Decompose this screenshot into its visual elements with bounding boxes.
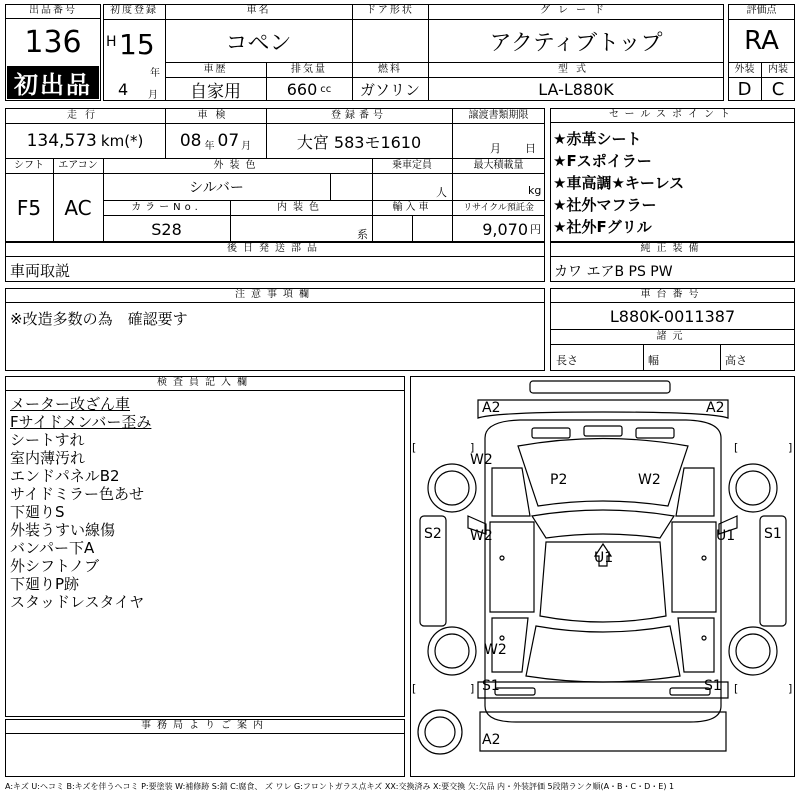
inspector-line: 外シフトノブ bbox=[10, 557, 100, 575]
chassis-header: 車台番号 bbox=[550, 288, 795, 303]
color-no-value: S28 bbox=[151, 219, 182, 239]
import-header: 輸入車 bbox=[392, 202, 432, 213]
inspector-line: サイドミラー色あせ bbox=[10, 485, 144, 503]
sales-point-item: ★車高調★キーレス bbox=[553, 174, 685, 192]
bracket: ] bbox=[788, 441, 793, 454]
inspector-lines bbox=[10, 395, 400, 611]
specs-header: 諸元 bbox=[550, 330, 795, 345]
inspector-line: 外装うすい線傷 bbox=[10, 521, 116, 539]
inspector-line: バンパー下A bbox=[10, 539, 95, 557]
inspector-line: 下廻りP跡 bbox=[10, 575, 80, 593]
notes-value: ※改造多数の為 確認要す bbox=[10, 310, 188, 328]
standard-equipment-value: カワ エアB PS PW bbox=[554, 264, 673, 280]
door-value bbox=[352, 20, 428, 62]
capacity-header: 乗車定員 bbox=[392, 160, 432, 171]
notes-header: 注意事項欄 bbox=[5, 288, 545, 303]
damage-mark: W2 bbox=[470, 452, 493, 468]
mileage-number: 134,573 bbox=[26, 131, 97, 151]
displacement-unit: cc bbox=[320, 84, 332, 95]
int-score: C bbox=[771, 79, 785, 100]
inspector-line: 下廻りS bbox=[10, 503, 65, 521]
mileage-header: 走行 bbox=[67, 110, 103, 121]
max-load-unit: kg bbox=[528, 184, 542, 197]
model-header: 型式 bbox=[558, 64, 594, 75]
standard-equipment-header: 純正装備 bbox=[550, 242, 795, 257]
inspector-line: Fサイドメンバー歪み bbox=[10, 413, 152, 431]
max-load-header: 最大積載量 bbox=[473, 160, 524, 171]
chassis-value: L880K-0011387 bbox=[609, 306, 736, 326]
shift-value: F5 bbox=[16, 196, 42, 220]
transfer-day-unit: 日 bbox=[525, 142, 536, 155]
int-color-header: 内装色 bbox=[277, 202, 325, 213]
spec-length: 長さ bbox=[556, 354, 578, 367]
ext-color-header: 外装色 bbox=[213, 160, 262, 171]
mileage-unit: km(*) bbox=[100, 132, 144, 150]
inspector-line: シートすれ bbox=[10, 431, 85, 449]
bracket: ] bbox=[470, 682, 475, 695]
plate-value: 大宮 583モ1610 bbox=[296, 132, 422, 152]
sales-point-item: ★Fスポイラー bbox=[553, 152, 652, 170]
reg-month-unit: 月 bbox=[148, 90, 158, 101]
car-name: コペン bbox=[225, 30, 292, 56]
inspection-header: 車検 bbox=[197, 110, 234, 121]
spec-width: 幅 bbox=[648, 354, 659, 367]
damage-mark: P2 bbox=[550, 472, 568, 488]
recycle-unit: 円 bbox=[530, 223, 541, 236]
grade-value: アクティブトップ bbox=[489, 30, 663, 56]
int-score-header: 内装 bbox=[768, 64, 788, 75]
sales-point-item: ★社外マフラー bbox=[553, 196, 657, 214]
score-value: RA bbox=[744, 26, 779, 56]
aircon-value: AC bbox=[64, 196, 92, 220]
inspection-month-unit: 月 bbox=[241, 140, 252, 152]
bracket: ] bbox=[470, 441, 475, 454]
reg-month: 4 bbox=[118, 80, 129, 99]
ext-score: D bbox=[737, 79, 752, 100]
reg-header: 初度登録 bbox=[110, 5, 158, 16]
reg-year: 15 bbox=[119, 28, 155, 61]
sales-point-list bbox=[553, 128, 793, 238]
inspection-value bbox=[165, 124, 266, 158]
sales-point-header: セールスポイント bbox=[550, 108, 795, 123]
car-damage-diagram bbox=[410, 376, 795, 777]
shift-header: シフト bbox=[14, 160, 44, 171]
inspector-line: スタッドレスタイヤ bbox=[10, 593, 145, 611]
fuel-value: ガソリン bbox=[359, 81, 420, 99]
damage-mark: A2 bbox=[482, 732, 501, 748]
inspector-line: メーター改ざん車 bbox=[10, 395, 131, 413]
transfer-header: 譲渡書類期限 bbox=[468, 110, 529, 121]
bracket: [ bbox=[734, 682, 739, 695]
history-header: 車歴 bbox=[203, 64, 228, 75]
inspector-line: エンドパネルB2 bbox=[10, 467, 120, 485]
history-value: 自家用 bbox=[190, 82, 241, 102]
int-color-unit: 系 bbox=[357, 228, 368, 241]
displacement-header: 排気量 bbox=[291, 64, 327, 75]
sales-point-item: ★赤革シート bbox=[553, 130, 642, 148]
inspector-line: 室内薄汚れ bbox=[10, 449, 86, 467]
office-header: 事務局よりご案内 bbox=[5, 719, 405, 734]
lot-header: 出品番号 bbox=[5, 4, 101, 19]
damage-mark: A2 bbox=[706, 400, 725, 416]
grade-header: グレード bbox=[540, 5, 612, 16]
color-no-header: カラーNo. bbox=[131, 202, 202, 213]
lot-number: 136 bbox=[24, 24, 82, 60]
reg-year-unit: 年 bbox=[150, 68, 160, 79]
damage-mark: A2 bbox=[482, 400, 501, 416]
damage-mark: U1 bbox=[716, 528, 736, 544]
bracket: [ bbox=[412, 441, 417, 454]
model-value: LA-L880K bbox=[538, 80, 614, 99]
mileage-value bbox=[5, 124, 165, 158]
damage-mark: S1 bbox=[704, 678, 722, 694]
capacity-unit: 人 bbox=[436, 186, 447, 199]
later-parts-header: 後日発送部品 bbox=[5, 242, 545, 257]
damage-mark: S1 bbox=[482, 678, 500, 694]
sales-point-item: ★社外Fグリル bbox=[553, 218, 652, 236]
bracket: [ bbox=[734, 441, 739, 454]
legend-text: A:キズ U:ヘコミ B:キズを伴うヘコミ P:要塗装 W:補修跡 S:錆 C:腐食、 ズ ワレ G:フロントガラス点キズ XX:交換済み X:要交換 欠:欠品 内・外装評価 5段階ランク順(A・B・C・D・E) 1 bbox=[5, 782, 675, 791]
damage-mark: S2 bbox=[424, 526, 442, 542]
inspection-year-unit: 年 bbox=[204, 140, 215, 152]
inspection-year: 08 bbox=[179, 131, 202, 151]
transfer-month-unit: 月 bbox=[490, 142, 501, 155]
inspector-header: 検査員記入欄 bbox=[5, 376, 405, 391]
displacement-number: 660 bbox=[286, 80, 318, 99]
fuel-header: 燃料 bbox=[378, 64, 402, 75]
recycle-number: 9,070 bbox=[482, 219, 528, 239]
recycle-value bbox=[452, 216, 545, 242]
score-header: 評価点 bbox=[746, 5, 777, 16]
later-parts-value: 車両取説 bbox=[10, 262, 71, 280]
bracket: [ bbox=[412, 682, 417, 695]
door-header: ドア形状 bbox=[366, 5, 414, 16]
ext-score-header: 外装 bbox=[734, 64, 755, 75]
first-listing-badge: 初出品 bbox=[7, 66, 99, 99]
damage-mark: W2 bbox=[484, 642, 507, 658]
bracket: ] bbox=[788, 682, 793, 695]
damage-mark: W2 bbox=[470, 528, 493, 544]
aircon-header: エアコン bbox=[58, 160, 98, 171]
damage-mark: S1 bbox=[764, 526, 782, 542]
damage-mark: U1 bbox=[594, 550, 614, 566]
recycle-header: リサイクル預託金 bbox=[463, 203, 534, 213]
displacement-value bbox=[266, 78, 352, 101]
reg-era: H bbox=[106, 34, 117, 50]
damage-mark: W2 bbox=[638, 472, 661, 488]
plate-header: 登録番号 bbox=[331, 110, 387, 121]
ext-color-value: シルバー bbox=[189, 180, 244, 196]
inspection-month: 07 bbox=[217, 131, 240, 151]
car-name-header: 車名 bbox=[246, 5, 271, 16]
spec-height: 高さ bbox=[725, 354, 747, 367]
